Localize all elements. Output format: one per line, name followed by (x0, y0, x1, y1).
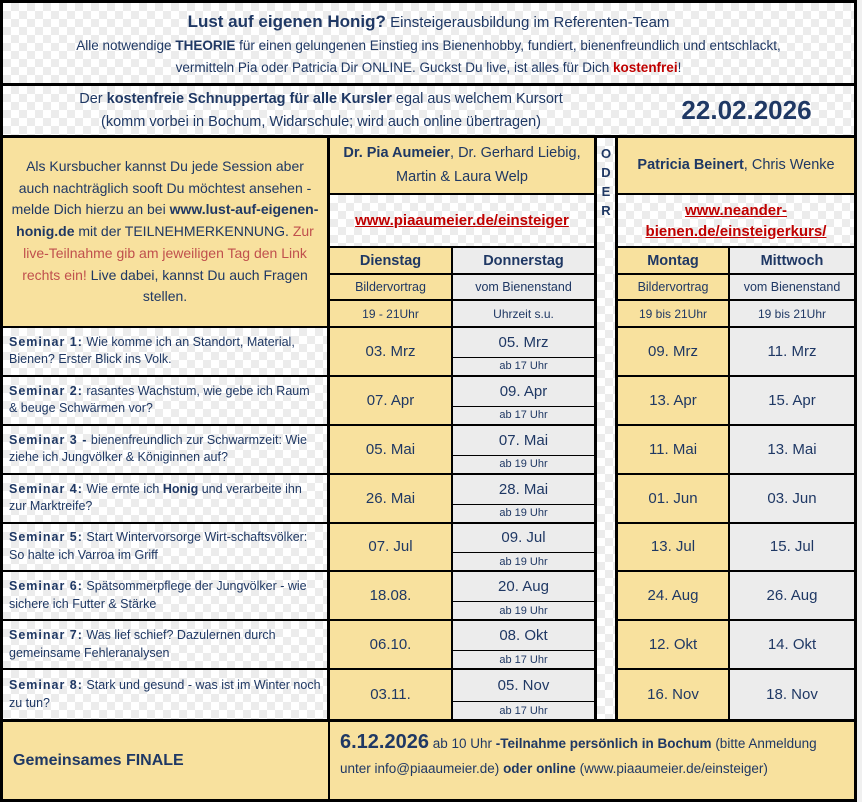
seminar-1-donnerstag-date: 05. Mrz ab 17 Uhr (453, 328, 597, 377)
seminar-5-montag-date: 13. Jul (618, 524, 730, 573)
finale-url-note: (www.piaaumeier.de/einsteiger) (575, 761, 768, 776)
seminar-3-mittwoch-date: 13. Mai (730, 426, 854, 475)
pia-url-cell (330, 195, 597, 248)
seminar-8-montag-date: 16. Nov (618, 670, 730, 719)
seminar-1-mittwoch-date: 11. Mrz (730, 328, 854, 377)
type-montag: Bildervortrag (618, 275, 730, 301)
title-section (3, 3, 854, 86)
seminar-8-donnerstag-date: 05. Nov ab 17 Uhr (453, 670, 597, 719)
patricia-team-names: Patricia Beinert, Chris Wenke (618, 138, 854, 195)
page-title (9, 12, 848, 32)
seminar-4-dienstag-date: 26. Mai (330, 475, 453, 524)
live-teilnahme-note: Zur live-Teilnahme gib am jeweiligen Tag den Link rechts ein! (22, 223, 314, 283)
day-header-donnerstag: Donnerstag (453, 248, 597, 275)
finale-email-note: (bitte Anmeldung unter info@piaaumeier.de) (340, 736, 817, 776)
seminar-7-description: Seminar 7: Was lief schief? Dazulernen durch gemeinsame Fehleranalysen (3, 621, 330, 670)
day-header-dienstag: Dienstag (330, 248, 453, 275)
seminar-6-montag-date: 24. Aug (618, 572, 730, 621)
kostenfrei-highlight: kostenfrei (613, 59, 678, 75)
finale-label: Gemeinsames FINALE (3, 722, 330, 799)
seminar-3-montag-date: 11. Mai (618, 426, 730, 475)
theory-line-1: Alle notwendige THEORIE für einen gelungenen Einstieg ins Bienenhobby, fundiert, bienenfreundlich und entschlackt, (76, 38, 781, 53)
seminar-6-description: Seminar 6: Spätsommerpflege der Jungvölker - wie sichere ich Futter & Stärke (3, 572, 330, 621)
type-mittwoch: vom Bienenstand (730, 275, 854, 301)
seminar-3-dienstag-date: 05. Mai (330, 426, 453, 475)
day-header-mittwoch: Mittwoch (730, 248, 854, 275)
seminar-2-description: Seminar 2: rasantes Wachstum, wie gebe ich Raum & beuge Schwärmen vor? (3, 377, 330, 426)
patricia-url-cell (618, 195, 854, 248)
seminar-7-mittwoch-date: 14. Okt (730, 621, 854, 670)
seminar-1-montag-date: 09. Mrz (618, 328, 730, 377)
day-header-montag: Montag (618, 248, 730, 275)
seminar-2-donnerstag-date: 09. Apr ab 17 Uhr (453, 377, 597, 426)
finale-date: 6.12.2026 (340, 731, 429, 753)
schnuppertag-text (3, 88, 639, 133)
seminar-8-description: Seminar 8: Stark und gesund - was ist im Winter noch zu tun? (3, 670, 330, 719)
seminar-8-mittwoch-date: 18. Nov (730, 670, 854, 719)
time-dienstag: 19 - 21Uhr (330, 301, 453, 328)
finale-details: 6.12.2026 ab 10 Uhr -Teilnahme persönlich in Bochum (bitte Anmeldung unter info@piaaumeier.de) oder online (www.piaaumeier.de/einsteiger) (330, 722, 854, 799)
schedule-table (3, 138, 854, 719)
seminar-2-montag-date: 13. Apr (618, 377, 730, 426)
seminar-4-mittwoch-date: 03. Jun (730, 475, 854, 524)
type-dienstag: Bildervortrag (330, 275, 453, 301)
patricia-url-link[interactable]: www.neander-bienen.de/einsteigerkurs/ (645, 201, 827, 240)
oder-label: ODER (598, 146, 614, 222)
time-mittwoch: 19 bis 21Uhr (730, 301, 854, 328)
schnuppertag-date: 22.02.2026 (681, 95, 812, 125)
seminar-5-description: Seminar 5: Start Wintervorsorge Wirt-schaftsvölker: So halte ich Varroa im Griff (3, 524, 330, 573)
seminar-8-dienstag-date: 03.11. (330, 670, 453, 719)
lust-auf-eigenen-honig-link[interactable]: www.lust-auf-eigenen-honig.de (16, 201, 319, 240)
seminar-4-description: Seminar 4: Wie ernte ich Honig und verarbeite ihn zur Marktreife? (3, 475, 330, 524)
theory-line-2: vermitteln Pia oder Patricia Dir ONLINE. Guckst Du live, ist alles für Dich kostenfrei! (175, 59, 682, 75)
pia-team-names: Dr. Pia Aumeier, Dr. Gerhard Liebig, Martin & Laura Welp (330, 138, 597, 195)
page-title-sub: Einsteigerausbildung im Referenten-Team (385, 13, 670, 31)
seminar-1-dienstag-date: 03. Mrz (330, 328, 453, 377)
seminar-7-dienstag-date: 06.10. (330, 621, 453, 670)
schnuppertag-line-2: (komm vorbei in Bochum, Widarschule; wird auch online übertragen) (100, 113, 542, 130)
seminar-1-description: Seminar 1: Wie komme ich an Standort, Material, Bienen? Erster Blick ins Volk. (3, 328, 330, 377)
schnuppertag-section (3, 86, 854, 138)
seminar-7-donnerstag-date: 08. Okt ab 17 Uhr (453, 621, 597, 670)
seminar-4-donnerstag-date: 28. Mai ab 19 Uhr (453, 475, 597, 524)
seminar-2-mittwoch-date: 15. Apr (730, 377, 854, 426)
time-montag: 19 bis 21Uhr (618, 301, 730, 328)
booking-info-box: Als Kursbucher kannst Du jede Session aber auch nachträglich sooft Du möchtest ansehen - melde Dich hierzu an bei www.lust-auf-eigenen-honig.de mit der TEILNEHMERKENNUNG. Zur live-Teilnahme gib am jeweiligen Tag den Link rechts ein! Live dabei, kannst Du auch Fragen stellen. (3, 138, 330, 328)
seminar-2-dienstag-date: 07. Apr (330, 377, 453, 426)
time-donnerstag: Uhrzeit s.u. (453, 301, 597, 328)
seminar-3-description: Seminar 3 - bienenfreundlich zur Schwarmzeit: Wie ziehe ich Jungvölker & Königinnen auf? (3, 426, 330, 475)
seminar-5-donnerstag-date: 09. Jul ab 19 Uhr (453, 524, 597, 573)
seminar-7-montag-date: 12. Okt (618, 621, 730, 670)
oder-divider (597, 138, 618, 719)
seminar-6-mittwoch-date: 26. Aug (730, 572, 854, 621)
type-donnerstag: vom Bienenstand (453, 275, 597, 301)
schnuppertag-line-1: Der kostenfreie Schnuppertag für alle Kursler egal aus welchem Kursort (79, 91, 563, 108)
seminar-3-donnerstag-date: 07. Mai ab 19 Uhr (453, 426, 597, 475)
pia-url-link[interactable]: www.piaaumeier.de/einsteiger (355, 212, 569, 229)
page-title-main: Lust auf eigenen Honig? (187, 11, 386, 31)
seminar-5-dienstag-date: 07. Jul (330, 524, 453, 573)
seminar-6-dienstag-date: 18.08. (330, 572, 453, 621)
seminar-4-montag-date: 01. Jun (618, 475, 730, 524)
seminar-6-donnerstag-date: 20. Aug ab 19 Uhr (453, 572, 597, 621)
seminar-5-mittwoch-date: 15. Jul (730, 524, 854, 573)
finale-section (3, 719, 854, 799)
